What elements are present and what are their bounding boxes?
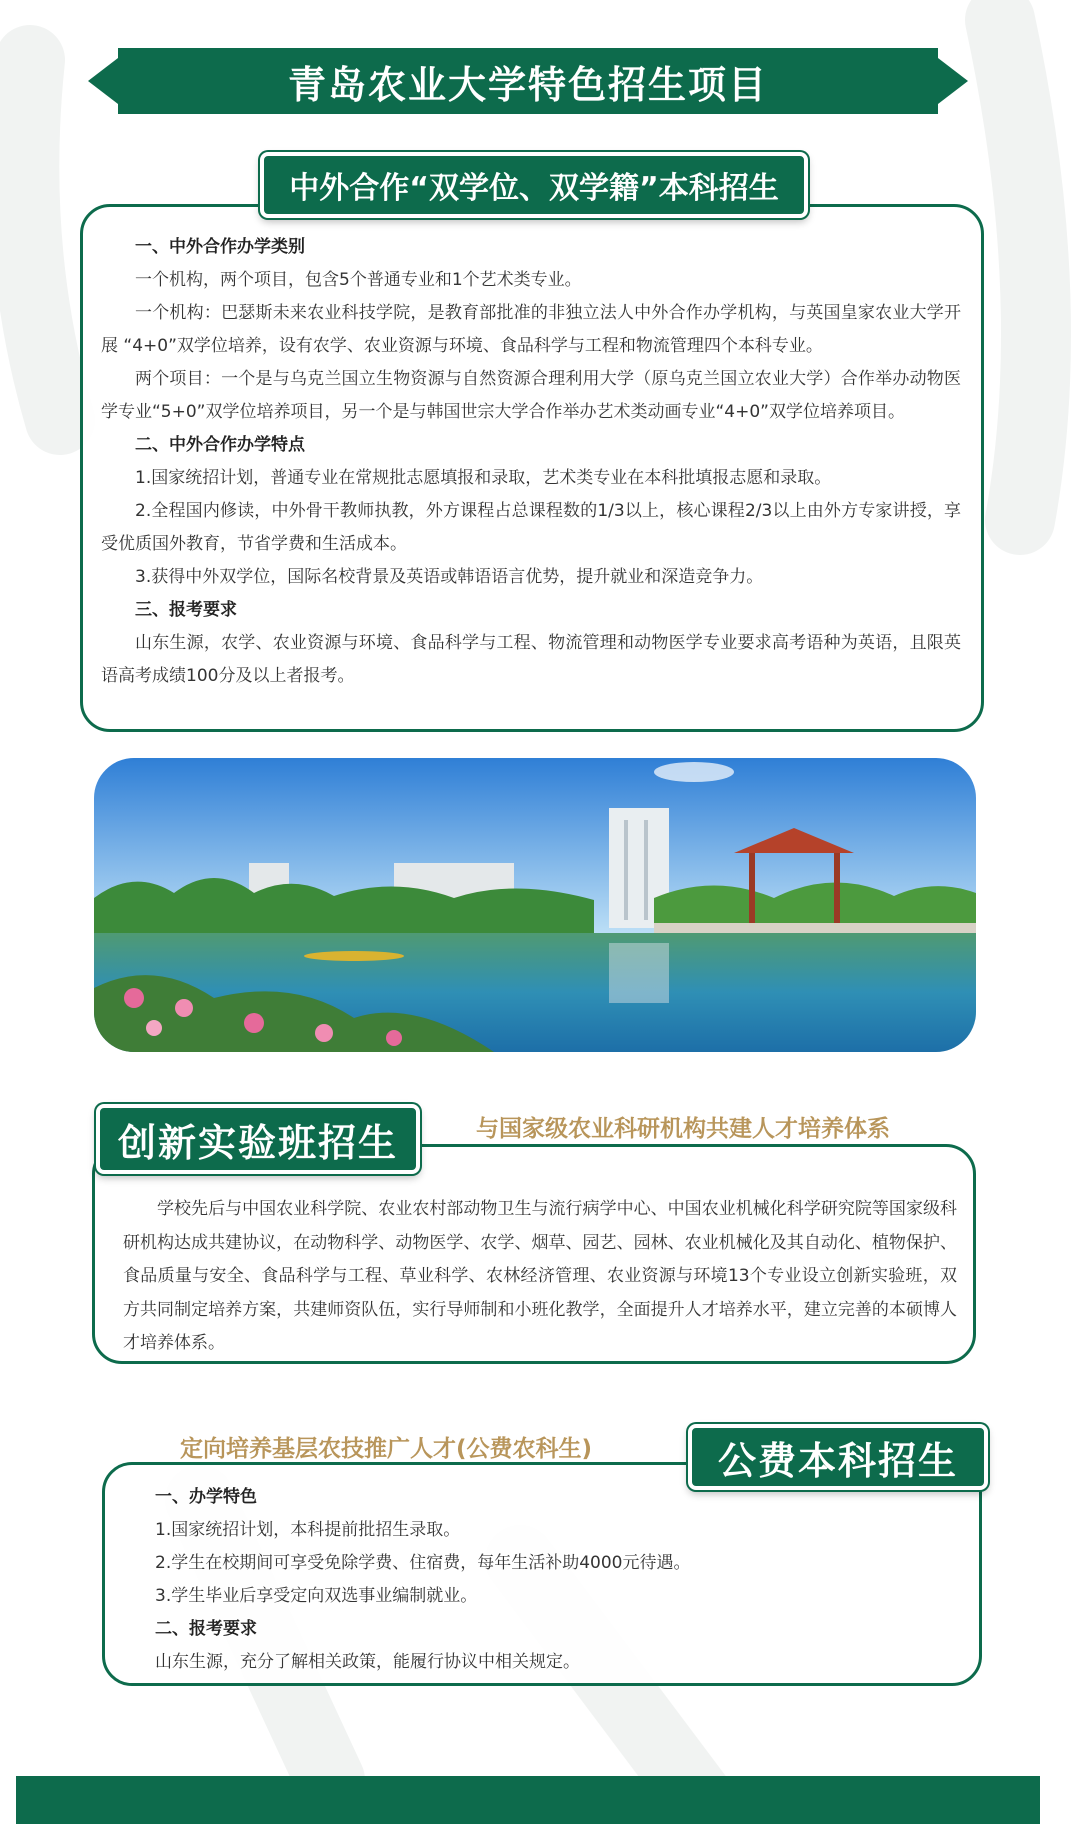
section1-para-1: 一个机构，两个项目，包含5个普通专业和1个艺术类专业。 [135, 270, 582, 290]
section1-para-5: 2.全程国内修读，中外骨干教师执教，外方课程占总课程数的1/3以上，核心课程2/3以上由外方专家讲授，享受优质国外教育，节省学费和生活成本。 [101, 501, 961, 554]
section1-heading-1: 一、中外合作办学类别 [135, 237, 305, 257]
section2-para-1: 学校先后与中国农业科学院、农业农村部动物卫生与流行病学中心、中国农业机械化科学研究院等国家级科研机构达成共建协议，在动物科学、动物医学、农学、烟草、园艺、园林、农业机械化及其自动化、植物保护、食品质量与安全、食品科学与工程、草业科学、农林经济管理、农业资源与环境13个专业设立创新实验班，双方共同制定培养方案，共建师资队伍，实行导师制和小班化教学，全面提升人才培养水平，建立完善的本硕博人才培养体系。 [123, 1199, 957, 1353]
public-funded-section-box [102, 1462, 982, 1686]
campus-lake-photo [94, 758, 976, 1052]
section1-heading-2: 二、中外合作办学特点 [135, 435, 305, 455]
section3-para-1: 1.国家统招计划，本科提前批招生录取。 [155, 1520, 461, 1540]
sino-foreign-section-title [260, 152, 808, 218]
innovation-class-title-text: 创新实验班招生 [117, 1120, 398, 1165]
section1-heading-3: 三、报考要求 [135, 600, 237, 620]
section3-para-3: 3.学生毕业后享受定向双选事业编制就业。 [155, 1586, 478, 1606]
page-title-banner [118, 48, 938, 114]
section3-heading-1: 一、办学特色 [155, 1487, 257, 1507]
section1-para-6: 3.获得中外双学位，国际名校背景及英语或韩语语言优势，提升就业和深造竞争力。 [135, 567, 764, 587]
section1-para-2: 一个机构：巴瑟斯未来农业科技学院，是教育部批准的非独立法人中外合作办学机构，与英国皇家农业大学开展 “4+0”双学位培养，设有农学、农业资源与环境、食品科学与工程和物流管理四个本科专业。 [101, 303, 961, 356]
page-title: 青岛农业大学特色招生项目 [287, 62, 768, 107]
public-funded-section-title [688, 1424, 988, 1490]
section1-para-7: 山东生源，农学、农业资源与环境、食品科学与工程、物流管理和动物医学专业要求高考语种为英语，且限英语高考成绩100分及以上者报考。 [101, 633, 961, 686]
sino-foreign-title-text: 中外合作“双学位、双学籍”本科招生 [289, 171, 779, 206]
section3-para-2: 2.学生在校期间可享受免除学费、住宿费，每年生活补助4000元待遇。 [155, 1553, 691, 1573]
public-funded-title-text: 公费本科招生 [717, 1438, 958, 1483]
section1-para-3: 两个项目：一个是与乌克兰国立生物资源与自然资源合理利用大学（原乌克兰国立农业大学）合作举办动物医学专业“5+0”双学位培养项目，另一个是与韩国世宗大学合作举办艺术类动画专业“4+0”双学位培养项目。 [101, 369, 961, 422]
section3-para-4: 山东生源，充分了解相关政策，能履行协议中相关规定。 [155, 1652, 580, 1672]
innovation-class-subtitle: 与国家级农业科研机构共建人才培养体系 [476, 1116, 890, 1142]
sino-foreign-section-box [80, 204, 984, 732]
innovation-class-section-title [96, 1104, 420, 1174]
section3-heading-2: 二、报考要求 [155, 1619, 257, 1639]
bottom-bar [16, 1776, 1040, 1824]
section1-para-4: 1.国家统招计划，普通专业在常规批志愿填报和录取，艺术类专业在本科批填报志愿和录取。 [135, 468, 832, 488]
public-funded-subtitle: 定向培养基层农技推广人才(公费农科生) [180, 1436, 593, 1462]
innovation-class-section-box [92, 1144, 976, 1364]
